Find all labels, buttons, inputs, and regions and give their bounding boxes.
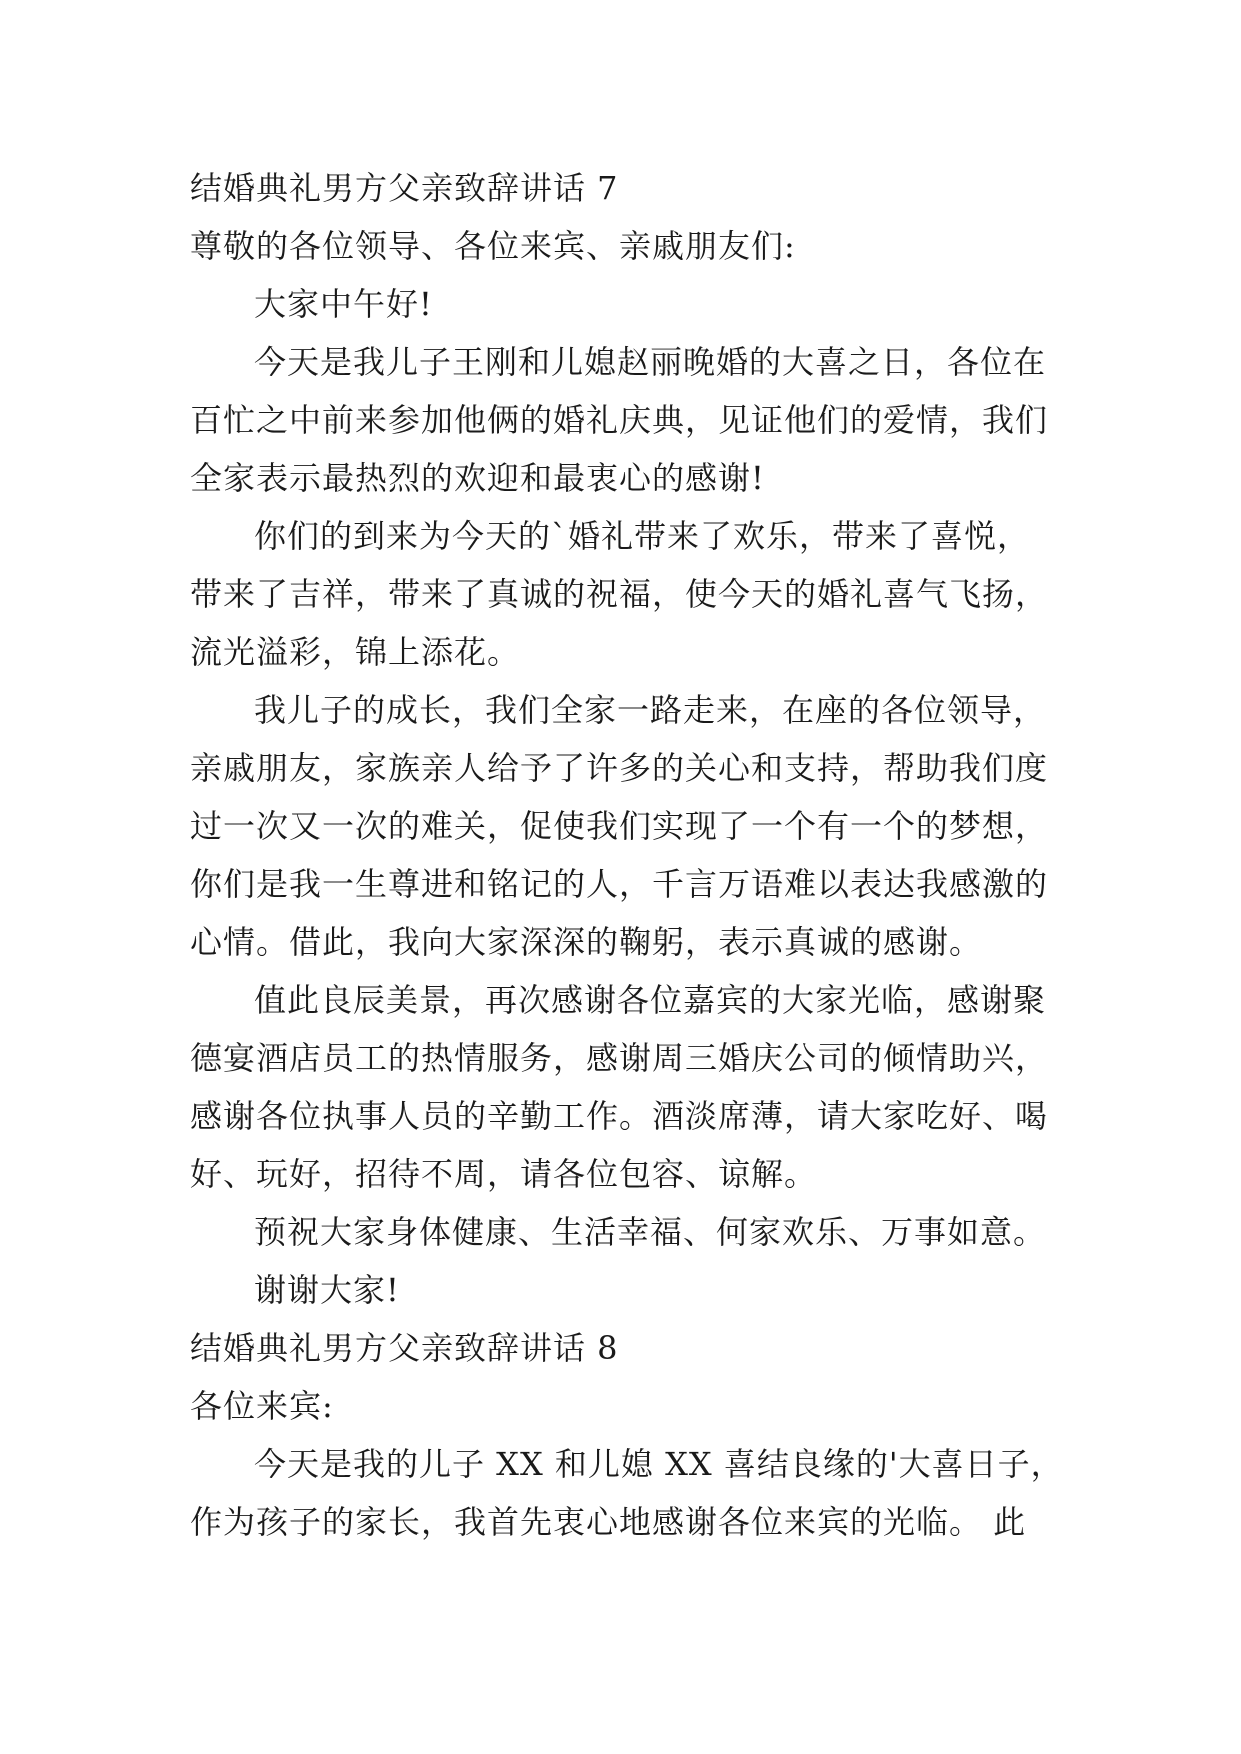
paragraph-line: 全家表示最热烈的欢迎和最衷心的感谢! [190, 459, 765, 497]
paragraph-line: 百忙之中前来参加他俩的婚礼庆典，见证他们的爱情，我们 [190, 401, 1049, 439]
paragraph-line: 好、玩好，招待不周，请各位包容、谅解。 [190, 1155, 818, 1193]
paragraph-line: 你们是我一生尊进和铭记的人，千言万语难以表达我感激的 [190, 865, 1049, 903]
paragraph-line: 流光溢彩，锦上添花。 [190, 633, 521, 671]
paragraph-line: 你们的到来为今天的`婚礼带来了欢乐，带来了喜悦， [254, 517, 1031, 555]
paragraph-line: 值此良辰美景，再次感谢各位嘉宾的大家光临，感谢聚 [254, 981, 1047, 1019]
paragraph-line: 带来了吉祥，带来了真诚的祝福，使今天的婚礼喜气飞扬， [190, 575, 1049, 613]
salutation: 各位来宾: [190, 1387, 334, 1425]
section-title-7: 结婚典礼男方父亲致辞讲话 7 [190, 169, 619, 207]
paragraph-line: 感谢各位执事人员的辛勤工作。酒淡席薄，请大家吃好、喝 [190, 1097, 1049, 1135]
paragraph-line: 作为孩子的家长，我首先衷心地感谢各位来宾的光临。 此 [190, 1503, 1027, 1541]
paragraph-line: 预祝大家身体健康、生活幸福、何家欢乐、万事如意。 [254, 1213, 1047, 1251]
paragraph-line: 我儿子的成长，我们全家一路走来，在座的各位领导， [254, 691, 1047, 729]
paragraph-line: 今天是我的儿子 XX 和儿媳 XX 喜结良缘的'大喜日子， [254, 1445, 1064, 1483]
section-title-8: 结婚典礼男方父亲致辞讲话 8 [190, 1329, 619, 1367]
paragraph-line: 今天是我儿子王刚和儿媳赵丽晚婚的大喜之日，各位在 [254, 343, 1047, 381]
closing-thanks: 谢谢大家! [254, 1271, 400, 1309]
paragraph-line: 德宴酒店员工的热情服务，感谢周三婚庆公司的倾情助兴， [190, 1039, 1049, 1077]
paragraph-line: 过一次又一次的难关，促使我们实现了一个有一个的梦想， [190, 807, 1049, 845]
greeting: 大家中午好! [254, 285, 433, 323]
paragraph-line: 心情。借此，我向大家深深的鞠躬，表示真诚的感谢。 [190, 923, 983, 961]
paragraph-line: 亲戚朋友，家族亲人给予了许多的关心和支持，帮助我们度 [190, 749, 1049, 787]
salutation: 尊敬的各位领导、各位来宾、亲戚朋友们: [190, 227, 796, 265]
